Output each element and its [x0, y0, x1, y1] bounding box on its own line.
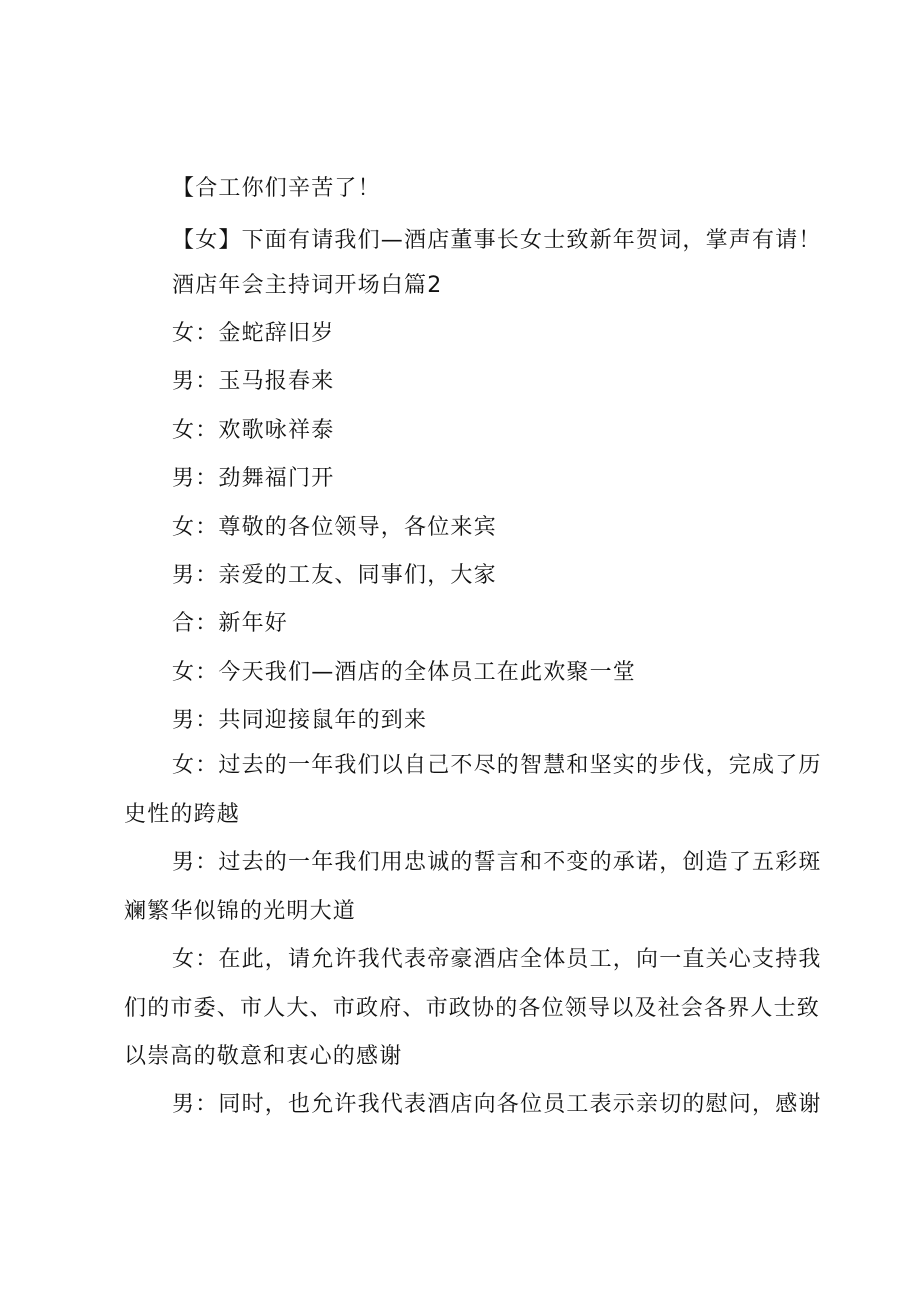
text-line: 女：金蛇辞旧岁	[172, 321, 335, 346]
text-line: 女：尊敬的各位领导，各位来宾	[172, 515, 497, 540]
text-line: 女：今天我们—酒店的全体员工在此欢聚一堂	[172, 660, 637, 685]
text-line-invite-chairman: 【女】下面有请我们—酒店董事长女士致新年贺词，掌声有请！	[172, 228, 822, 253]
text-line: 男：玉马报春来	[172, 369, 335, 394]
text-line: 女：欢歌咏祥泰	[172, 418, 335, 443]
text-line: 男：亲爱的工友、同事们，大家	[172, 563, 497, 588]
text-line: 男：共同迎接鼠年的到来	[172, 708, 428, 733]
paragraph: 男：过去的一年我们用忠诚的誓言和不变的承诺，创造了五彩斑斓繁华似锦的光明大道	[124, 850, 822, 924]
section-heading: 酒店年会主持词开场白篇2	[172, 273, 443, 298]
paragraph: 男：同时，也允许我代表酒店向各位员工表示亲切的慰问，感谢	[172, 1092, 822, 1117]
paragraph: 女：过去的一年我们以自己不尽的智慧和坚实的步伐，完成了历史性的跨越	[124, 753, 822, 827]
text-line: 男：劲舞福门开	[172, 466, 335, 491]
text-line: 合：新年好	[172, 611, 289, 636]
paragraph: 女：在此，请允许我代表帝豪酒店全体员工，向一直关心支持我们的市委、市人大、市政府、市政协的各位领导以及社会各界人士致以崇高的敬意和衷心的感谢	[124, 947, 822, 1069]
text-line-closing-thanks: 【合工你们辛苦了！	[172, 176, 381, 201]
